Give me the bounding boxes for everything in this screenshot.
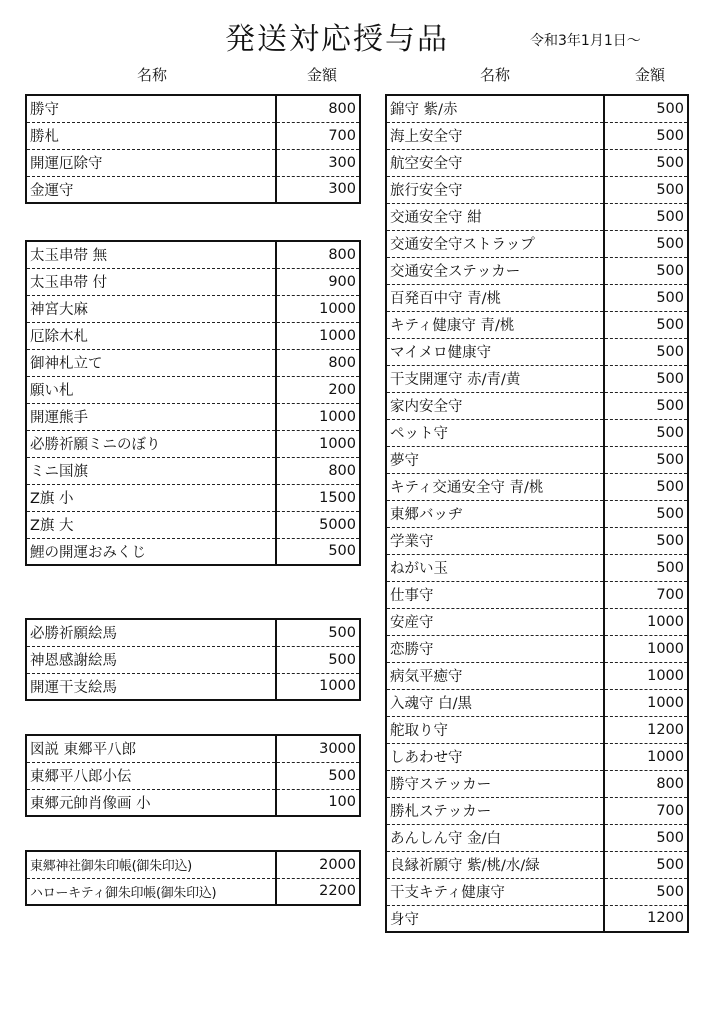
table-row: [386, 851, 688, 878]
right-price-header: 金額: [634, 66, 665, 84]
item-price: 500: [604, 95, 688, 122]
item-name: 鯉の開運おみくじ: [26, 538, 276, 565]
item-price: 1000: [604, 635, 688, 662]
table-row: [386, 581, 688, 608]
table-row: [386, 392, 688, 419]
item-name: マイメロ健康守: [386, 338, 604, 365]
table-row: [26, 241, 360, 268]
item-price: 800: [604, 770, 688, 797]
item-name: 勝守ステッカー: [386, 770, 604, 797]
table-row: [26, 673, 360, 700]
item-name: Z旗 大: [26, 511, 276, 538]
table-row: [26, 268, 360, 295]
item-price: 500: [604, 257, 688, 284]
item-price: 500: [604, 365, 688, 392]
item-name: 旅行安全守: [386, 176, 604, 203]
item-price: 500: [604, 176, 688, 203]
price-table-right: [385, 94, 689, 933]
item-name: 太玉串帯 無: [30, 248, 108, 265]
table-body: [26, 241, 360, 565]
item-name: ミニ国旗: [26, 457, 276, 484]
table-row: [26, 176, 360, 203]
left-price-header: 金額: [306, 66, 337, 84]
item-price: 1200: [604, 905, 688, 932]
price-table-ofuda: [25, 240, 361, 566]
table-row: [386, 95, 688, 122]
item-price: 700: [276, 122, 360, 149]
item-name: 神宮大麻: [26, 295, 276, 322]
table-row: [26, 457, 360, 484]
item-name: ペット守: [386, 419, 604, 446]
table-row: [386, 203, 688, 230]
table-row: [386, 554, 688, 581]
table-row: [26, 295, 360, 322]
table-row: [386, 284, 688, 311]
item-price: 800: [276, 457, 360, 484]
item-price: 2000: [276, 851, 360, 878]
table-row: [26, 484, 360, 511]
table-row: [26, 735, 360, 762]
table-row: [386, 743, 688, 770]
item-price: 500: [276, 619, 360, 646]
table-row: [386, 473, 688, 500]
item-name: 厄除木札: [26, 322, 276, 349]
item-price: 700: [604, 581, 688, 608]
table-row: [386, 149, 688, 176]
left-name-header: 名称: [136, 66, 167, 84]
item-name: 神恩感謝絵馬: [26, 646, 276, 673]
item-name: 家内安全守: [386, 392, 604, 419]
item-name: キティ健康守 青/桃: [386, 311, 604, 338]
item-name: 恋勝守: [386, 635, 604, 662]
table-row: [386, 608, 688, 635]
item-price: 500: [604, 338, 688, 365]
item-price: 500: [604, 203, 688, 230]
item-price: 1000: [276, 295, 360, 322]
item-name: キティ交通安全守 青/桃: [386, 473, 604, 500]
item-name: 錦守 紫/赤: [390, 102, 458, 119]
item-price: 500: [604, 230, 688, 257]
table-row: [386, 662, 688, 689]
item-price: 200: [276, 376, 360, 403]
item-price: 500: [604, 527, 688, 554]
item-price: 1200: [604, 716, 688, 743]
item-name: 交通安全守 紺: [386, 203, 604, 230]
item-name: 身守: [386, 905, 604, 932]
item-name: 願い札: [26, 376, 276, 403]
item-price: 1000: [276, 403, 360, 430]
item-price: 500: [604, 284, 688, 311]
table-row: [386, 230, 688, 257]
item-price: 500: [604, 419, 688, 446]
item-name: 航空安全守: [386, 149, 604, 176]
item-price: 300: [276, 149, 360, 176]
item-price: 500: [604, 878, 688, 905]
table-row: [386, 176, 688, 203]
item-price: 500: [604, 311, 688, 338]
item-name: 病気平癒守: [386, 662, 604, 689]
item-price: 500: [604, 446, 688, 473]
table-row: [26, 376, 360, 403]
item-price: 500: [604, 554, 688, 581]
item-price: 800: [276, 349, 360, 376]
table-body: [386, 95, 688, 932]
item-price: 5000: [276, 511, 360, 538]
table-row: [26, 322, 360, 349]
item-name: 開運厄除守: [26, 149, 276, 176]
price-table-omamori: [25, 94, 361, 204]
item-name: 金運守: [26, 176, 276, 203]
table-row: [26, 851, 360, 878]
item-price: 1000: [604, 743, 688, 770]
table-row: [386, 824, 688, 851]
item-name: 夢守: [386, 446, 604, 473]
table-body: [26, 95, 360, 203]
table-body: [26, 619, 360, 700]
item-price: 100: [276, 789, 360, 816]
item-price: 500: [604, 473, 688, 500]
item-name: Z旗 小: [26, 484, 276, 511]
item-price: 800: [276, 95, 360, 122]
item-name: 入魂守 白/黒: [386, 689, 604, 716]
item-name: 開運干支絵馬: [26, 673, 276, 700]
item-name: 学業守: [386, 527, 604, 554]
item-name: 太玉串帯 付: [26, 268, 276, 295]
table-row: [26, 511, 360, 538]
price-table-books: [25, 734, 361, 817]
item-name: 東郷元帥肖像画 小: [26, 789, 276, 816]
item-name: 仕事守: [386, 581, 604, 608]
item-name: 東郷神社御朱印帳(御朱印込): [30, 859, 192, 875]
item-price: 1000: [604, 689, 688, 716]
item-name: 百発百中守 青/桃: [386, 284, 604, 311]
item-price: 500: [276, 646, 360, 673]
table-row: [386, 797, 688, 824]
table-row: [386, 257, 688, 284]
table-body: [26, 851, 360, 905]
page-title: 発送対応授与品: [225, 22, 449, 57]
item-price: 300: [276, 176, 360, 203]
item-name: ハローキティ御朱印帳(御朱印込): [26, 878, 276, 905]
right-name-header: 名称: [479, 66, 510, 84]
item-price: 1000: [604, 662, 688, 689]
item-name: 図説 東郷平八郎: [30, 742, 137, 759]
table-row: [386, 500, 688, 527]
item-name: 必勝祈願ミニのぼり: [26, 430, 276, 457]
table-row: [26, 538, 360, 565]
item-name: ねがい玉: [386, 554, 604, 581]
table-row: [26, 430, 360, 457]
item-name: 東郷バッヂ: [386, 500, 604, 527]
table-row: [26, 619, 360, 646]
table-row: [386, 338, 688, 365]
date-note: 令和3年1月1日～: [530, 33, 641, 49]
table-row: [26, 878, 360, 905]
price-table-goshuincho: [25, 850, 361, 906]
table-row: [386, 446, 688, 473]
item-price: 500: [604, 851, 688, 878]
item-name: 交通安全ステッカー: [386, 257, 604, 284]
item-name: 勝守: [30, 102, 59, 119]
table-row: [26, 646, 360, 673]
item-name: 勝札ステッカー: [386, 797, 604, 824]
table-row: [386, 635, 688, 662]
item-price: 500: [604, 149, 688, 176]
item-name: 安産守: [386, 608, 604, 635]
table-row: [26, 403, 360, 430]
item-name: 干支キティ健康守: [386, 878, 604, 905]
item-name: 東郷平八郎小伝: [26, 762, 276, 789]
item-name: 良縁祈願守 紫/桃/水/緑: [386, 851, 604, 878]
table-row: [386, 716, 688, 743]
item-name: しあわせ守: [386, 743, 604, 770]
table-row: [26, 122, 360, 149]
item-price: 500: [604, 824, 688, 851]
item-price: 2200: [276, 878, 360, 905]
item-name: あんしん守 金/白: [386, 824, 604, 851]
table-row: [386, 878, 688, 905]
table-row: [26, 349, 360, 376]
item-name: 必勝祈願絵馬: [30, 626, 117, 643]
table-row: [26, 762, 360, 789]
item-price: 500: [604, 122, 688, 149]
table-row: [26, 789, 360, 816]
item-price: 1000: [604, 608, 688, 635]
item-name: 舵取り守: [386, 716, 604, 743]
item-name: 交通安全守ストラップ: [386, 230, 604, 257]
item-price: 900: [276, 268, 360, 295]
table-row: [386, 527, 688, 554]
item-price: 1000: [276, 430, 360, 457]
table-body: [26, 735, 360, 816]
item-price: 500: [604, 500, 688, 527]
item-name: 御神札立て: [26, 349, 276, 376]
table-row: [386, 689, 688, 716]
table-row: [386, 770, 688, 797]
table-row: [26, 95, 360, 122]
item-name: 干支開運守 赤/青/黄: [386, 365, 604, 392]
item-price: 800: [276, 241, 360, 268]
table-row: [386, 419, 688, 446]
table-row: [386, 905, 688, 932]
price-table-ema: [25, 618, 361, 701]
item-price: 700: [604, 797, 688, 824]
item-name: 勝札: [26, 122, 276, 149]
item-price: 1000: [276, 322, 360, 349]
item-price: 500: [276, 538, 360, 565]
item-name: 海上安全守: [386, 122, 604, 149]
table-row: [386, 365, 688, 392]
table-row: [386, 311, 688, 338]
item-price: 500: [604, 392, 688, 419]
item-price: 500: [276, 762, 360, 789]
table-row: [26, 149, 360, 176]
item-price: 1000: [276, 673, 360, 700]
item-price: 3000: [276, 735, 360, 762]
item-price: 1500: [276, 484, 360, 511]
table-row: [386, 122, 688, 149]
item-name: 開運熊手: [26, 403, 276, 430]
